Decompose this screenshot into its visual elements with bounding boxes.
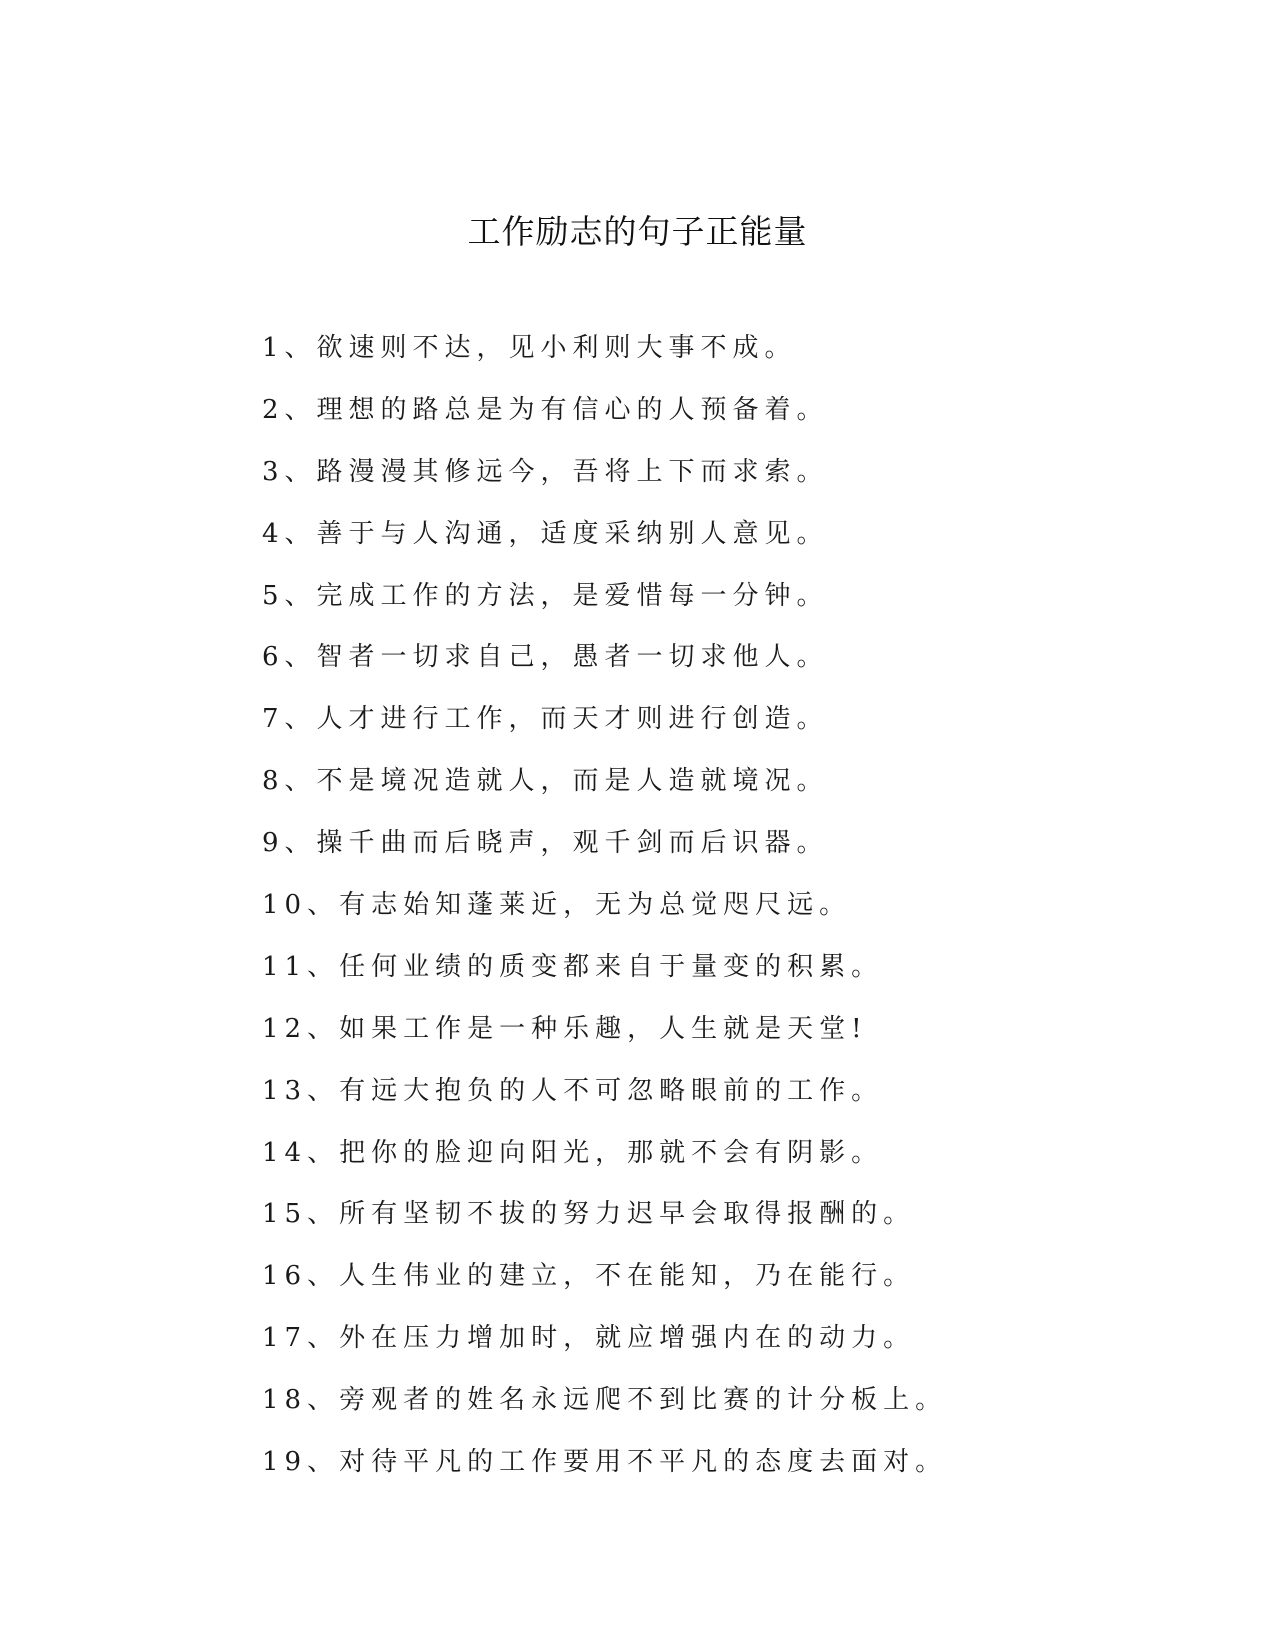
sentence-item: 14、把你的脸迎向阳光，那就不会有阴影。 — [262, 1137, 884, 1168]
sentence-item: 19、对待平凡的工作要用不平凡的态度去面对。 — [262, 1447, 948, 1478]
sentence-item: 9、操千曲而后晓声，观千剑而后识器。 — [262, 828, 829, 859]
sentence-item: 16、人生伟业的建立，不在能知，乃在能行。 — [262, 1261, 916, 1292]
sentence-item: 6、智者一切求自己，愚者一切求他人。 — [262, 642, 829, 673]
sentence-item: 4、善于与人沟通，适度采纳别人意见。 — [262, 518, 829, 549]
sentence-item: 11、任何业绩的质变都来自于量变的积累。 — [262, 951, 884, 982]
sentence-item: 15、所有坚韧不拔的努力迟早会取得报酬的。 — [262, 1199, 916, 1230]
sentence-item: 18、旁观者的姓名永远爬不到比赛的计分板上。 — [262, 1385, 948, 1416]
sentence-item: 2、理想的路总是为有信心的人预备着。 — [262, 394, 829, 425]
sentence-item: 7、人才进行工作，而天才则进行创造。 — [262, 704, 829, 735]
sentence-item: 13、有远大抱负的人不可忽略眼前的工作。 — [262, 1075, 884, 1106]
sentence-list — [262, 324, 1162, 1500]
sentence-item: 12、如果工作是一种乐趣，人生就是天堂! — [262, 1013, 868, 1044]
sentence-item: 10、有志始知蓬莱近，无为总觉咫尺远。 — [262, 890, 852, 921]
sentence-item: 17、外在压力增加时，就应增强内在的动力。 — [262, 1323, 916, 1354]
sentence-item: 3、路漫漫其修远今，吾将上下而求索。 — [262, 456, 829, 487]
sentence-item: 1、欲速则不达，见小利则大事不成。 — [262, 333, 797, 363]
sentence-item: 5、完成工作的方法，是爱惜每一分钟。 — [262, 580, 829, 611]
document-title: 工作励志的句子正能量 — [467, 212, 808, 251]
sentence-item: 8、不是境况造就人，而是人造就境况。 — [262, 766, 829, 797]
